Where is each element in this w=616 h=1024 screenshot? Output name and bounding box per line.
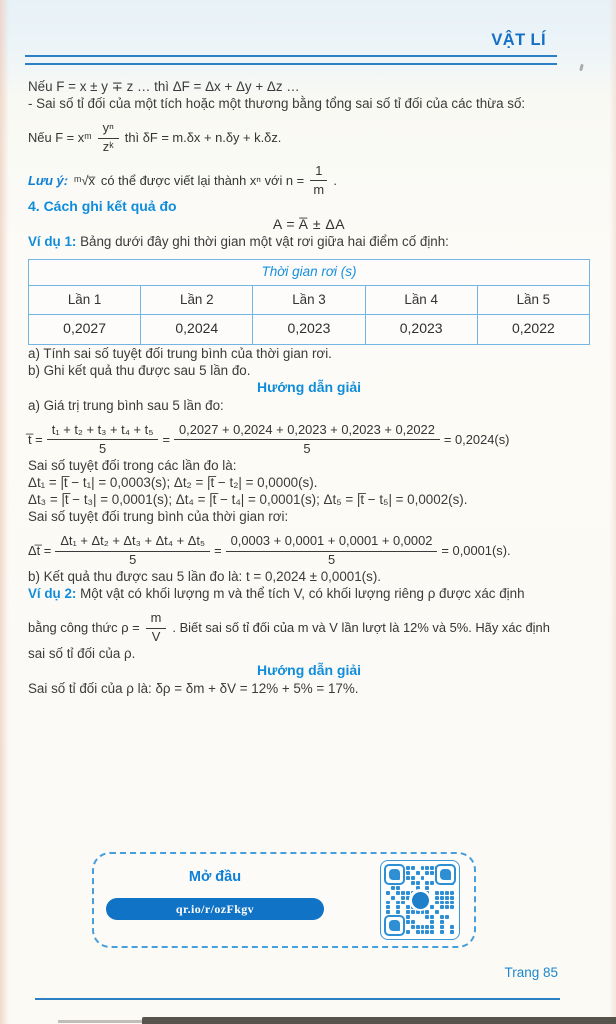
qr-link-button[interactable]: qr.io/r/ozFkgv (106, 898, 324, 920)
abs-error-intro: Sai số tuyệt đối trong các lần đo là: (28, 457, 237, 473)
paper-edge-right (609, 0, 616, 1024)
abs-error-line-2: Δt₃ = |t̅ − t₃| = 0,0001(s); Δt₄ = |t̅ − t₄| = 0,0001(s); Δt₅ = |t̅ − t₅| = 0,0002(s). (28, 491, 468, 507)
fraction: $\frac{\text{yⁿ}}{\text{zᵏ}}$ (98, 121, 119, 155)
result-notation-formula: A = A̅ ± ΔA (272, 215, 346, 232)
table-cell: 0,2024 (141, 314, 253, 344)
table-title-row (29, 259, 590, 285)
qr-finder-icon (435, 864, 456, 885)
table-header-row (29, 285, 590, 314)
example2-solution: Sai số tỉ đối của ρ là: δρ = δm + δV = 12% + 5% = 17%. (28, 680, 359, 696)
question-a: a) Tính sai số tuyệt đối trung bình của thời gian rơi. (28, 345, 332, 361)
table-cell: 0,2023 (253, 314, 365, 344)
fraction: $\frac{0,2027 + 0,2024 + 0,2023 + 0,2023 + 0,2022}{5}$ (174, 423, 440, 457)
table-value-row (29, 314, 590, 344)
qr-finder-icon (384, 864, 405, 885)
scan-edge-shadow (142, 1017, 616, 1024)
solution-heading-1: Hướng dẫn giải (256, 378, 362, 395)
table-cell: 0,2022 (477, 314, 589, 344)
fraction: $\frac{\text{Δt₁ + Δt₂ + Δt₃ + Δt₄ + Δt₅}}{5}$ (55, 534, 210, 568)
example1-text: Bảng dưới đây ghi thời gian một vật rơi giữa hai điểm cố định: (80, 234, 449, 250)
table-col-header: Lần 3 (253, 285, 365, 314)
solution-a-intro: a) Giá trị trung bình sau 5 lần đo: (28, 397, 224, 413)
qr-code (380, 860, 460, 940)
relative-error-rule-line: - Sai số tỉ đối của một tích hoặc một thương bằng tổng sai số tỉ đối của các thừa số: (28, 96, 526, 112)
table-title: Thời gian rơi (s) (29, 259, 590, 285)
scan-edge-shadow-light (58, 1020, 142, 1023)
example1-label: Ví dụ 1: (28, 234, 77, 250)
qr-resource-box (92, 852, 476, 948)
table-col-header: Lần 5 (477, 285, 589, 314)
qr-finder-icon (384, 915, 405, 936)
root-expression: ᵐ√x̅ (74, 172, 95, 188)
table-col-header: Lần 2 (141, 285, 253, 314)
note-line (28, 164, 590, 198)
table-cell: 0,2027 (29, 314, 141, 344)
fraction: $\frac{1}{m}$ (310, 164, 327, 198)
formula-post: thì δF = m.δx + n.δy + k.δz. (124, 129, 282, 145)
sum-rule-line: Nếu F = x ± y ∓ z … thì ΔF = Δx + Δy + Δz … (28, 79, 300, 94)
question-b: b) Ghi kết quả thu được sau 5 lần đo. (28, 362, 251, 378)
scan-artifact (579, 64, 584, 72)
page-content (28, 78, 590, 697)
paper-edge-left (0, 0, 9, 1024)
table-cell: 0,2023 (365, 314, 477, 344)
example2-text: Một vật có khối lượng m và thể tích V, có khối lượng riêng ρ được xác định (80, 586, 525, 602)
header-rule (25, 55, 557, 65)
mean-error-intro: Sai số tuyệt đối trung bình của thời gian rơi: (28, 509, 289, 525)
example1-intro (28, 233, 590, 250)
page-header-subject: VẬT LÍ (491, 31, 546, 49)
note-end: . (333, 172, 337, 188)
fraction: $\frac{m}{V}$ (146, 611, 167, 645)
table-col-header: Lần 1 (29, 285, 141, 314)
example2-intro (28, 585, 590, 602)
qr-center-logo-icon (409, 889, 431, 911)
fraction: $\frac{0,0003 + 0,0001 + 0,0001 + 0,0002}{5}$ (226, 534, 438, 568)
abs-error-line-1: Δt₁ = |t̅ − t₁| = 0,0003(s); Δt₂ = |t̅ − t₂| = 0,0000(s). (28, 474, 318, 490)
solution-heading-2: Hướng dẫn giải (256, 662, 362, 679)
solution-b-line: b) Kết quả thu được sau 5 lần đo là: t = 0,2024 ± 0,0001(s). (28, 568, 382, 584)
example2-label: Ví dụ 2: (28, 586, 77, 602)
section-heading: 4. Cách ghi kết quả đo (28, 197, 177, 214)
formula-pre: Nếu F = xᵐ (28, 129, 92, 145)
page-number: Trang 85 (504, 965, 558, 980)
note-text: có thể được viết lại thành xⁿ với n = (100, 172, 305, 188)
example2-question: sai số tỉ đối của ρ. (28, 645, 136, 661)
fraction: $\frac{\text{t₁ + t₂ + t₃ + t₄ + t₅}}{5}$ (47, 423, 159, 457)
table-col-header: Lần 4 (365, 285, 477, 314)
fall-time-table (28, 259, 590, 345)
density-formula-line: bằng công thức ρ = $\frac{m}{V}$ . Biết sai số tỉ đối của m và V lần lượt là 12% và 5%. Hãy xác định (28, 610, 550, 645)
mean-time-formula: t̅ = $\frac{\text{t₁ + t₂ + t₃ + t₄ + t₅}}{5}$ = $\frac{0,2027 + 0,2024 + 0,2023 + 0,2023 + 0,2022}{5}$ = 0,2024(s) (28, 421, 510, 456)
mean-error-formula: Δt̅ = $\frac{\text{Δt₁ + Δt₂ + Δt₃ + Δt₄ + Δt₅}}{5}$ = $\frac{0,0003 + 0,0001 + 0,0001 + 0,0002}{5}$ = 0,0001(s). (28, 533, 511, 568)
power-rule-formula (28, 121, 590, 155)
note-label: Lưu ý: (28, 172, 68, 188)
qr-box-title: Mở đầu (188, 869, 242, 885)
footer-rule (35, 998, 560, 1000)
